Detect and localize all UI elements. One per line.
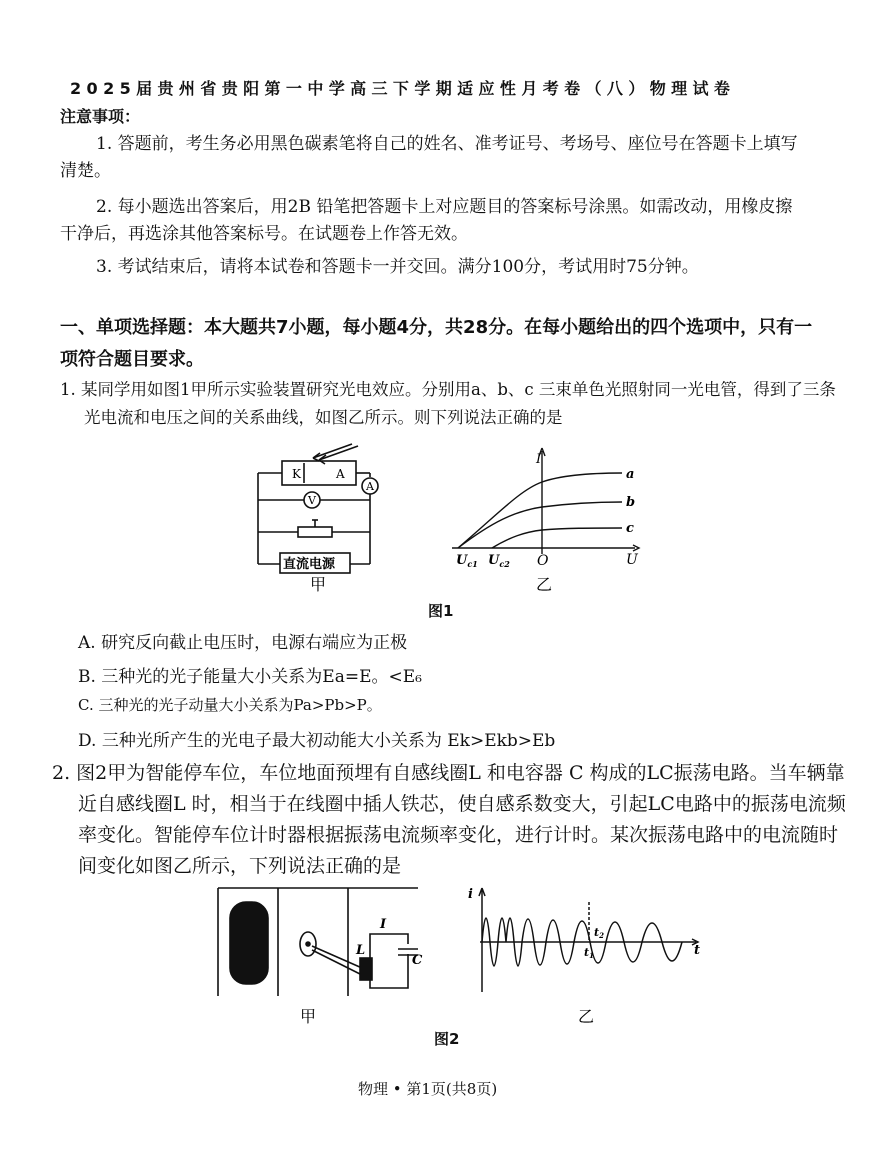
exam-title: 2025届贵州省贵阳第一中学高三下学期适应性月考卷（八）物理试卷	[70, 79, 736, 98]
figure-2	[200, 880, 720, 1028]
curve-b	[458, 502, 622, 548]
current-time-graph	[479, 888, 701, 992]
fig1-k-label: K	[292, 467, 301, 481]
figure-1	[240, 436, 660, 596]
fig1-a-label: A	[336, 467, 345, 481]
inductor-label: L	[356, 943, 366, 958]
notice-label: 注意事项：	[60, 107, 141, 126]
question-1-stem: 1. 某同学用如图1甲所示实验装置研究光电效应。分别用a、b、c 三束单色光照射同一光电管，得到了三条光电流和电压之间的关系曲线，如图乙所示。则下列说法正确的是	[60, 380, 836, 427]
note-1: 1. 答题前，考生务必用黑色碳素笔将自己的姓名、准考证号、考场号、座位号在答题卡上填写清楚。	[60, 134, 798, 181]
iv-graph	[452, 448, 639, 554]
curve-a	[458, 473, 622, 548]
fig1-yi-label: 乙	[536, 575, 553, 594]
q1-option-d: D. 三种光所产生的光电子最大初动能大小关系为 Ek>Ekb>Eb	[78, 731, 556, 751]
note-3: 3. 考试结束后，请将本试卷和答题卡一并交回。满分100分，考试用时75分钟。	[96, 257, 699, 277]
graph1-i-axis: I	[536, 452, 542, 467]
t2-label: t2	[594, 926, 604, 940]
graph2-i-axis: i	[468, 887, 473, 902]
parking-diagram	[218, 888, 418, 996]
uc2-label: $U_{c2}$	[488, 553, 510, 569]
power-supply-label: 直流电源	[283, 557, 336, 572]
figure-1-caption: 图1	[428, 602, 454, 620]
t1-label: t1	[584, 946, 594, 960]
graph1-origin: O	[537, 553, 549, 569]
capacitor-label: C	[412, 953, 423, 968]
section-heading: 一、单项选择题：本大题共7小题，每小题4分，共28分。在每小题给出的四个选项中，只有一项符合题目要求。	[60, 317, 813, 370]
voltmeter-label: V	[308, 494, 316, 507]
fig2-jia-label: 甲	[300, 1007, 317, 1026]
curve-c	[492, 528, 622, 548]
uc1-label: $U_{c1}$	[456, 553, 478, 569]
graph1-u-axis: U	[626, 552, 638, 568]
figure-2-caption: 图2	[434, 1030, 460, 1048]
fig2-yi-label: 乙	[578, 1007, 595, 1026]
graph2-t-axis: t	[694, 943, 701, 958]
page-footer: 物理 • 第1页(共8页)	[358, 1080, 498, 1098]
q1-option-a: A. 研究反向截止电压时，电源右端应为正极	[78, 633, 408, 653]
q1-option-c: C. 三种光的光子动量大小关系为Pa>Pb>P。	[78, 696, 382, 714]
curve-a-label: a	[626, 467, 635, 482]
circuit-diagram-1	[258, 444, 378, 573]
curve-b-label: b	[626, 495, 636, 510]
note-2: 2. 每小题选出答案后，用2B 铅笔把答题卡上对应题目的答案标号涂黑。如需改动，用橡皮擦干净后，再选涂其他答案标号。在试题卷上作答无效。	[60, 197, 793, 244]
ammeter-label: A	[366, 480, 374, 493]
question-2-stem: 2. 图2甲为智能停车位，车位地面预埋有自感线圈L 和电容器 C 构成的LC振荡电路。当车辆靠近自感线圈L 时，相当于在线圈中插人铁芯，使自感系数变大，引起LC电路中的振荡电流频率变化。智能停车位计时器根据振荡电流频率变化，进行计时。某次振荡电路中的电流随时间变化如图乙所示，下列说法正确的是	[52, 762, 846, 877]
curve-c-label: c	[626, 521, 634, 536]
coil-current-label: I	[380, 917, 387, 932]
q1-option-b: B. 三种光的光子能量大小关系为Ea=E。<E₆	[78, 667, 422, 687]
fig1-jia-label: 甲	[310, 575, 327, 594]
